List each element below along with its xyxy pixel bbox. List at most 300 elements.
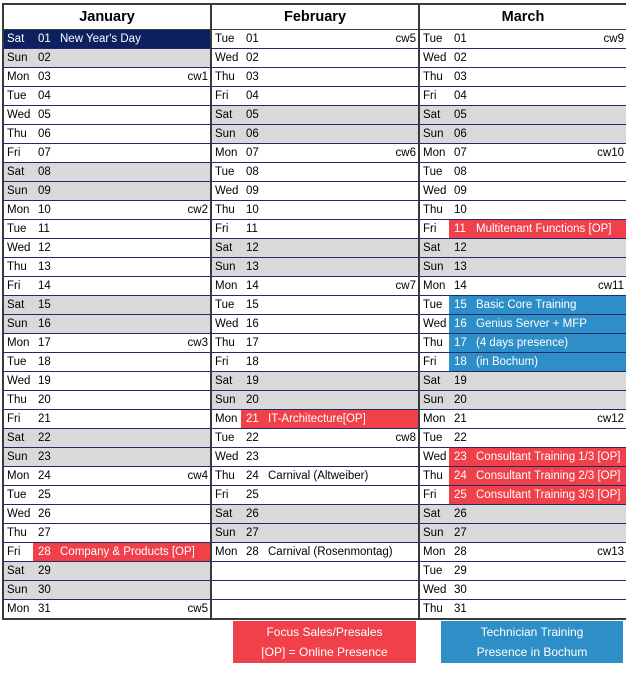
day-row <box>420 144 626 163</box>
day-row <box>4 372 210 391</box>
date-number: 31 <box>38 603 51 615</box>
date-number: 17 <box>246 337 259 349</box>
day-row <box>212 258 418 277</box>
day-row <box>212 277 418 296</box>
date-number: 24 <box>246 470 259 482</box>
calendar-week-label: cw5 <box>187 603 208 615</box>
date-number: 27 <box>38 527 51 539</box>
day-row <box>4 562 210 581</box>
weekday-label: Sun <box>7 52 28 64</box>
month-february <box>210 3 420 620</box>
weekday-label: Wed <box>7 109 31 121</box>
weekday-label: Wed <box>423 52 447 64</box>
day-row <box>420 524 626 543</box>
day-row <box>4 315 210 334</box>
date-number: 19 <box>454 375 467 387</box>
day-row <box>4 296 210 315</box>
day-row <box>4 49 210 68</box>
date-number: 23 <box>454 451 467 463</box>
weekday-label: Fri <box>423 223 437 235</box>
date-number: 17 <box>454 337 467 349</box>
date-number: 19 <box>38 375 51 387</box>
calendar-week-label: cw9 <box>603 33 624 45</box>
date-number: 14 <box>246 280 259 292</box>
date-number: 03 <box>246 71 259 83</box>
day-row <box>4 144 210 163</box>
weekday-label: Mon <box>7 204 30 216</box>
day-row <box>4 163 210 182</box>
weekday-label: Mon <box>215 546 238 558</box>
calendar-week-label: cw6 <box>395 147 416 159</box>
day-row <box>420 277 626 296</box>
date-number: 28 <box>454 546 467 558</box>
weekday-label: Mon <box>423 546 446 558</box>
date-number: 02 <box>454 52 467 64</box>
date-number: 20 <box>38 394 51 406</box>
weekday-label: Wed <box>215 185 239 197</box>
weekday-label: Tue <box>215 432 235 444</box>
day-row <box>4 201 210 220</box>
day-row <box>420 562 626 581</box>
weekday-label: Sun <box>423 527 444 539</box>
weekday-label: Wed <box>215 318 239 330</box>
month-header: February <box>212 5 418 30</box>
day-row <box>4 600 210 618</box>
weekday-label: Wed <box>7 508 31 520</box>
weekday-label: Mon <box>7 603 30 615</box>
weekday-label: Wed <box>423 318 447 330</box>
event-label: Multitenant Functions [OP] <box>476 223 612 235</box>
date-number: 20 <box>246 394 259 406</box>
date-number: 01 <box>454 33 467 45</box>
legend-online-presence: [OP] = Online Presence <box>261 645 388 659</box>
date-number: 22 <box>454 432 467 444</box>
day-row <box>212 429 418 448</box>
weekday-label: Sun <box>7 451 28 463</box>
date-number: 23 <box>246 451 259 463</box>
weekday-label: Sat <box>7 299 25 311</box>
empty-row <box>212 600 418 618</box>
calendar-week-label: cw13 <box>597 546 624 558</box>
weekday-label: Tue <box>215 166 235 178</box>
weekday-label: Mon <box>215 280 238 292</box>
date-number: 12 <box>454 242 467 254</box>
weekday-label: Sat <box>423 109 441 121</box>
weekday-label: Fri <box>215 223 229 235</box>
month-march <box>418 3 626 620</box>
day-row <box>212 296 418 315</box>
day-row <box>420 220 626 239</box>
date-number: 07 <box>246 147 259 159</box>
date-number: 19 <box>246 375 259 387</box>
event-block <box>449 315 626 333</box>
day-row <box>4 353 210 372</box>
date-number: 07 <box>454 147 467 159</box>
day-row <box>4 448 210 467</box>
date-number: 27 <box>454 527 467 539</box>
weekday-label: Fri <box>215 356 229 368</box>
weekday-label: Mon <box>7 337 30 349</box>
event-label: Consultant Training 3/3 [OP] <box>476 489 621 501</box>
weekday-label: Tue <box>7 356 27 368</box>
weekday-label: Thu <box>423 337 443 349</box>
weekday-label: Sat <box>7 432 25 444</box>
day-row <box>212 87 418 106</box>
day-row <box>212 486 418 505</box>
weekday-label: Thu <box>7 128 27 140</box>
weekday-label: Sun <box>7 185 28 197</box>
day-row <box>4 505 210 524</box>
day-row <box>420 486 626 505</box>
date-number: 16 <box>38 318 51 330</box>
day-row <box>212 410 418 429</box>
day-row <box>4 220 210 239</box>
weekday-label: Sun <box>215 394 236 406</box>
date-number: 15 <box>246 299 259 311</box>
calendar-week-label: cw8 <box>395 432 416 444</box>
event-label: Basic Core Training <box>476 299 577 311</box>
day-row <box>4 429 210 448</box>
weekday-label: Wed <box>215 451 239 463</box>
day-note: New Year's Day <box>60 33 141 45</box>
weekday-label: Mon <box>7 71 30 83</box>
day-row <box>212 315 418 334</box>
event-label: Consultant Training 1/3 [OP] <box>476 451 621 463</box>
day-list <box>212 30 418 618</box>
date-number: 05 <box>246 109 259 121</box>
day-row <box>212 220 418 239</box>
date-number: 09 <box>246 185 259 197</box>
weekday-label: Fri <box>7 546 21 558</box>
date-number: 04 <box>454 90 467 102</box>
date-number: 12 <box>38 242 51 254</box>
calendar-week-label: cw5 <box>395 33 416 45</box>
weekday-label: Thu <box>423 204 443 216</box>
event-block <box>449 334 626 352</box>
day-row <box>212 524 418 543</box>
day-row <box>420 353 626 372</box>
weekday-label: Wed <box>7 242 31 254</box>
event-block <box>449 220 626 238</box>
day-row <box>4 87 210 106</box>
legend-technician-training <box>441 621 623 663</box>
date-number: 06 <box>454 128 467 140</box>
legend-presence-bochum: Presence in Bochum <box>476 645 588 659</box>
date-number: 07 <box>38 147 51 159</box>
day-row <box>420 49 626 68</box>
date-number: 26 <box>454 508 467 520</box>
weekday-label: Sun <box>7 584 28 596</box>
legend-sales-presales <box>233 621 416 663</box>
calendar-week-label: cw3 <box>187 337 208 349</box>
date-number: 15 <box>454 299 467 311</box>
date-number: 18 <box>454 356 467 368</box>
date-number: 01 <box>38 33 51 45</box>
day-row <box>420 68 626 87</box>
date-number: 29 <box>38 565 51 577</box>
date-number: 26 <box>246 508 259 520</box>
date-number: 11 <box>246 223 258 235</box>
day-row <box>420 429 626 448</box>
day-row <box>212 543 418 562</box>
day-row <box>420 600 626 618</box>
date-number: 28 <box>38 546 51 558</box>
weekday-label: Sun <box>215 527 236 539</box>
day-row <box>420 125 626 144</box>
day-row <box>4 239 210 258</box>
day-row <box>212 505 418 524</box>
date-number: 02 <box>246 52 259 64</box>
day-row <box>420 372 626 391</box>
date-number: 11 <box>454 223 466 235</box>
weekday-label: Mon <box>423 280 446 292</box>
weekday-label: Tue <box>423 299 443 311</box>
day-row <box>212 125 418 144</box>
date-number: 22 <box>38 432 51 444</box>
weekday-label: Mon <box>7 470 30 482</box>
day-row <box>4 106 210 125</box>
weekday-label: Tue <box>215 33 235 45</box>
date-number: 28 <box>246 546 259 558</box>
date-number: 24 <box>38 470 51 482</box>
day-row <box>4 258 210 277</box>
day-row <box>420 410 626 429</box>
day-row <box>420 505 626 524</box>
day-row <box>4 391 210 410</box>
date-number: 08 <box>246 166 259 178</box>
event-block <box>241 410 418 428</box>
weekday-label: Sat <box>215 508 233 520</box>
date-number: 27 <box>246 527 259 539</box>
weekday-label: Tue <box>215 299 235 311</box>
date-number: 17 <box>38 337 51 349</box>
weekday-label: Fri <box>7 147 21 159</box>
empty-row <box>212 562 418 581</box>
event-block <box>449 448 626 466</box>
date-number: 20 <box>454 394 467 406</box>
calendar-week-label: cw4 <box>187 470 208 482</box>
weekday-label: Wed <box>423 584 447 596</box>
day-row <box>420 391 626 410</box>
date-number: 14 <box>454 280 467 292</box>
date-number: 03 <box>38 71 51 83</box>
weekday-label: Tue <box>7 223 27 235</box>
date-number: 15 <box>38 299 51 311</box>
weekday-label: Sat <box>215 242 233 254</box>
day-row <box>4 182 210 201</box>
date-number: 09 <box>454 185 467 197</box>
day-row <box>212 467 418 486</box>
day-row <box>420 581 626 600</box>
event-block <box>449 296 626 314</box>
date-number: 14 <box>38 280 51 292</box>
month-header: January <box>4 5 210 30</box>
day-row <box>420 239 626 258</box>
weekday-label: Tue <box>423 565 443 577</box>
date-number: 18 <box>246 356 259 368</box>
weekday-label: Sat <box>423 375 441 387</box>
date-number: 04 <box>38 90 51 102</box>
day-row <box>212 163 418 182</box>
date-number: 03 <box>454 71 467 83</box>
day-row <box>4 68 210 87</box>
day-row <box>420 182 626 201</box>
weekday-label: Tue <box>423 432 443 444</box>
weekday-label: Thu <box>215 204 235 216</box>
legend-training-title: Technician Training <box>480 625 584 639</box>
weekday-label: Sun <box>215 261 236 273</box>
date-number: 29 <box>454 565 467 577</box>
date-number: 23 <box>38 451 51 463</box>
day-row <box>212 334 418 353</box>
event-label: (in Bochum) <box>476 356 538 368</box>
day-row <box>4 30 210 49</box>
day-row <box>4 581 210 600</box>
calendar-week-label: cw10 <box>597 147 624 159</box>
weekday-label: Sun <box>423 394 444 406</box>
event-label: Genius Server + MFP <box>476 318 587 330</box>
weekday-label: Fri <box>423 90 437 102</box>
weekday-label: Sun <box>215 128 236 140</box>
empty-row <box>212 581 418 600</box>
weekday-label: Sun <box>423 261 444 273</box>
date-number: 30 <box>454 584 467 596</box>
weekday-label: Wed <box>423 185 447 197</box>
date-number: 12 <box>246 242 259 254</box>
weekday-label: Tue <box>423 166 443 178</box>
event-label: (4 days presence) <box>476 337 569 349</box>
day-note: Carnival (Rosenmontag) <box>268 546 393 558</box>
weekday-label: Thu <box>423 603 443 615</box>
weekday-label: Sat <box>7 166 25 178</box>
day-row <box>420 296 626 315</box>
date-number: 04 <box>246 90 259 102</box>
weekday-label: Mon <box>423 147 446 159</box>
event-block <box>33 543 210 561</box>
day-row <box>420 30 626 49</box>
date-number: 05 <box>38 109 51 121</box>
day-row <box>420 315 626 334</box>
day-row <box>212 68 418 87</box>
weekday-label: Thu <box>7 527 27 539</box>
day-row <box>4 467 210 486</box>
calendar-week-label: cw2 <box>187 204 208 216</box>
event-label: Company & Products [OP] <box>60 546 195 558</box>
weekday-label: Thu <box>215 337 235 349</box>
weekday-label: Mon <box>423 413 446 425</box>
date-number: 30 <box>38 584 51 596</box>
weekday-label: Mon <box>215 147 238 159</box>
weekday-label: Sat <box>215 109 233 121</box>
event-block <box>449 486 626 504</box>
date-number: 06 <box>38 128 51 140</box>
weekday-label: Fri <box>7 280 21 292</box>
calendar-week-label: cw1 <box>187 71 208 83</box>
month-header: March <box>420 5 626 30</box>
day-row <box>4 486 210 505</box>
weekday-label: Thu <box>215 470 235 482</box>
day-row <box>212 106 418 125</box>
weekday-label: Sat <box>7 565 25 577</box>
day-row <box>420 448 626 467</box>
weekday-label: Fri <box>423 356 437 368</box>
date-number: 25 <box>246 489 259 501</box>
weekday-label: Tue <box>423 33 443 45</box>
calendar-week-label: cw7 <box>395 280 416 292</box>
date-number: 01 <box>246 33 259 45</box>
date-number: 13 <box>38 261 51 273</box>
weekday-label: Wed <box>423 451 447 463</box>
day-row <box>420 258 626 277</box>
date-number: 06 <box>246 128 259 140</box>
date-number: 08 <box>454 166 467 178</box>
date-number: 21 <box>38 413 51 425</box>
day-row <box>212 30 418 49</box>
weekday-label: Sat <box>423 508 441 520</box>
weekday-label: Sat <box>215 375 233 387</box>
date-number: 24 <box>454 470 467 482</box>
weekday-label: Sat <box>423 242 441 254</box>
date-number: 10 <box>454 204 467 216</box>
legend-sales-title: Focus Sales/Presales <box>266 625 383 639</box>
day-row <box>212 182 418 201</box>
day-row <box>420 87 626 106</box>
weekday-label: Fri <box>423 489 437 501</box>
day-row <box>212 448 418 467</box>
date-number: 21 <box>246 413 259 425</box>
day-row <box>212 372 418 391</box>
date-number: 09 <box>38 185 51 197</box>
weekday-label: Tue <box>7 90 27 102</box>
day-row <box>4 543 210 562</box>
day-row <box>420 201 626 220</box>
day-row <box>4 334 210 353</box>
weekday-label: Thu <box>215 71 235 83</box>
weekday-label: Thu <box>7 394 27 406</box>
date-number: 11 <box>38 223 50 235</box>
date-number: 13 <box>246 261 259 273</box>
date-number: 26 <box>38 508 51 520</box>
weekday-label: Fri <box>215 489 229 501</box>
month-january <box>2 3 212 620</box>
event-block <box>449 467 626 485</box>
date-number: 08 <box>38 166 51 178</box>
date-number: 16 <box>246 318 259 330</box>
weekday-label: Tue <box>7 489 27 501</box>
day-row <box>4 125 210 144</box>
date-number: 25 <box>38 489 51 501</box>
day-row <box>212 49 418 68</box>
weekday-label: Mon <box>215 413 238 425</box>
calendar-week-label: cw11 <box>598 280 624 292</box>
weekday-label: Sun <box>7 318 28 330</box>
weekday-label: Sun <box>423 128 444 140</box>
event-block <box>449 353 626 371</box>
calendar-week-label: cw12 <box>597 413 624 425</box>
date-number: 10 <box>246 204 259 216</box>
day-row <box>4 524 210 543</box>
event-label: IT-Architecture[OP] <box>268 413 366 425</box>
weekday-label: Wed <box>215 52 239 64</box>
date-number: 10 <box>38 204 51 216</box>
day-row <box>212 391 418 410</box>
weekday-label: Fri <box>215 90 229 102</box>
date-number: 13 <box>454 261 467 273</box>
day-row <box>420 106 626 125</box>
day-row <box>4 410 210 429</box>
weekday-label: Thu <box>423 470 443 482</box>
day-row <box>420 543 626 562</box>
